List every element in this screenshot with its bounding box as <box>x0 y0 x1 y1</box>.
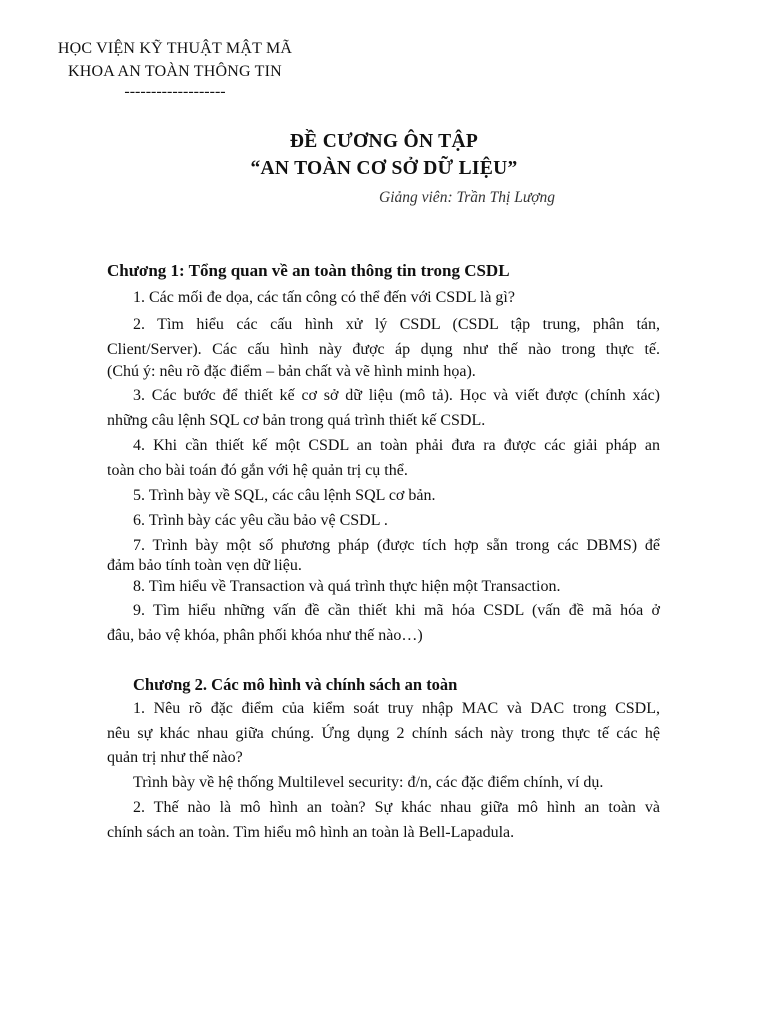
document-title: ĐỀ CƯƠNG ÔN TẬP <box>289 131 479 152</box>
ch2-question-1-line-1: 1. Nêu rõ đặc điểm của kiểm soát truy nhập MAC và DAC trong CSDL, <box>133 700 660 717</box>
ch1-question-2-line-1: 2. Tìm hiểu các cấu hình xử lý CSDL (CSDL tập trung, phân tán, <box>133 316 660 333</box>
ch1-question-8: 8. Tìm hiểu về Transaction và quá trình thực hiện một Transaction. <box>133 578 561 595</box>
ch1-question-7-line-1: 7. Trình bày một số phương pháp (được tích hợp sẵn trong các DBMS) để <box>133 537 660 554</box>
ch1-question-1: 1. Các mối đe dọa, các tấn công có thể đến với CSDL là gì? <box>133 289 515 306</box>
ch2-question-2-line-1: 2. Thế nào là mô hình an toàn? Sự khác nhau giữa mô hình an toàn và <box>133 799 660 816</box>
ch1-question-2-line-2: Client/Server). Các cấu hình này được áp dụng như thế nào trong thực tế. <box>107 341 660 358</box>
ch1-question-3-line-1: 3. Các bước để thiết kế cơ sở dữ liệu (mô tả). Học và viết được (chính xác) <box>133 387 660 404</box>
lecturer-name: Giảng viên: Trần Thị Lượng <box>379 189 556 206</box>
ch1-question-7-line-2: đảm bảo tính toàn vẹn dữ liệu. <box>107 557 302 574</box>
faculty-name: KHOA AN TOÀN THÔNG TIN <box>68 63 282 80</box>
institute-name: HỌC VIỆN KỸ THUẬT MẬT MÃ <box>57 40 293 57</box>
chapter-1-heading: Chương 1: Tổng quan về an toàn thông tin trong CSDL <box>107 261 510 280</box>
ch2-question-1-line-2: nêu sự khác nhau giữa chúng. Ứng dụng 2 chính sách này trong thực tế các hệ <box>107 725 660 742</box>
ch1-question-3-line-2: những câu lệnh SQL cơ bản trong quá trình thiết kế CSDL. <box>107 412 486 429</box>
ch1-question-5: 5. Trình bày về SQL, các câu lệnh SQL cơ bản. <box>133 487 436 504</box>
chapter-2-heading: Chương 2. Các mô hình và chính sách an toàn <box>133 675 458 694</box>
document-subtitle: “AN TOÀN CƠ SỞ DỮ LIỆU” <box>250 158 518 179</box>
ch1-question-9-line-1: 9. Tìm hiểu những vấn đề cần thiết khi mã hóa CSDL (vấn đề mã hóa ở <box>133 602 660 619</box>
ch1-question-4-line-2: toàn cho bài toán đó gắn với hệ quản trị cụ thể. <box>107 462 408 479</box>
header-separator: ------------------- <box>124 83 226 100</box>
ch2-question-1-line-3: quản trị như thế nào? <box>107 749 243 766</box>
ch1-question-9-line-2: đâu, bảo vệ khóa, phân phối khóa như thế nào…) <box>107 627 423 644</box>
ch1-question-4-line-1: 4. Khi cần thiết kế một CSDL an toàn phải đưa ra được các giải pháp an <box>133 437 660 454</box>
ch1-question-2-line-3: (Chú ý: nêu rõ đặc điểm – bản chất và vẽ hình minh họa). <box>107 363 476 380</box>
ch1-question-6: 6. Trình bày các yêu cầu bảo vệ CSDL . <box>133 512 388 529</box>
ch2-multilevel-line: Trình bày về hệ thống Multilevel security: đ/n, các đặc điểm chính, ví dụ. <box>133 774 604 791</box>
ch2-question-2-line-2: chính sách an toàn. Tìm hiểu mô hình an toàn là Bell-Lapadula. <box>107 824 515 841</box>
